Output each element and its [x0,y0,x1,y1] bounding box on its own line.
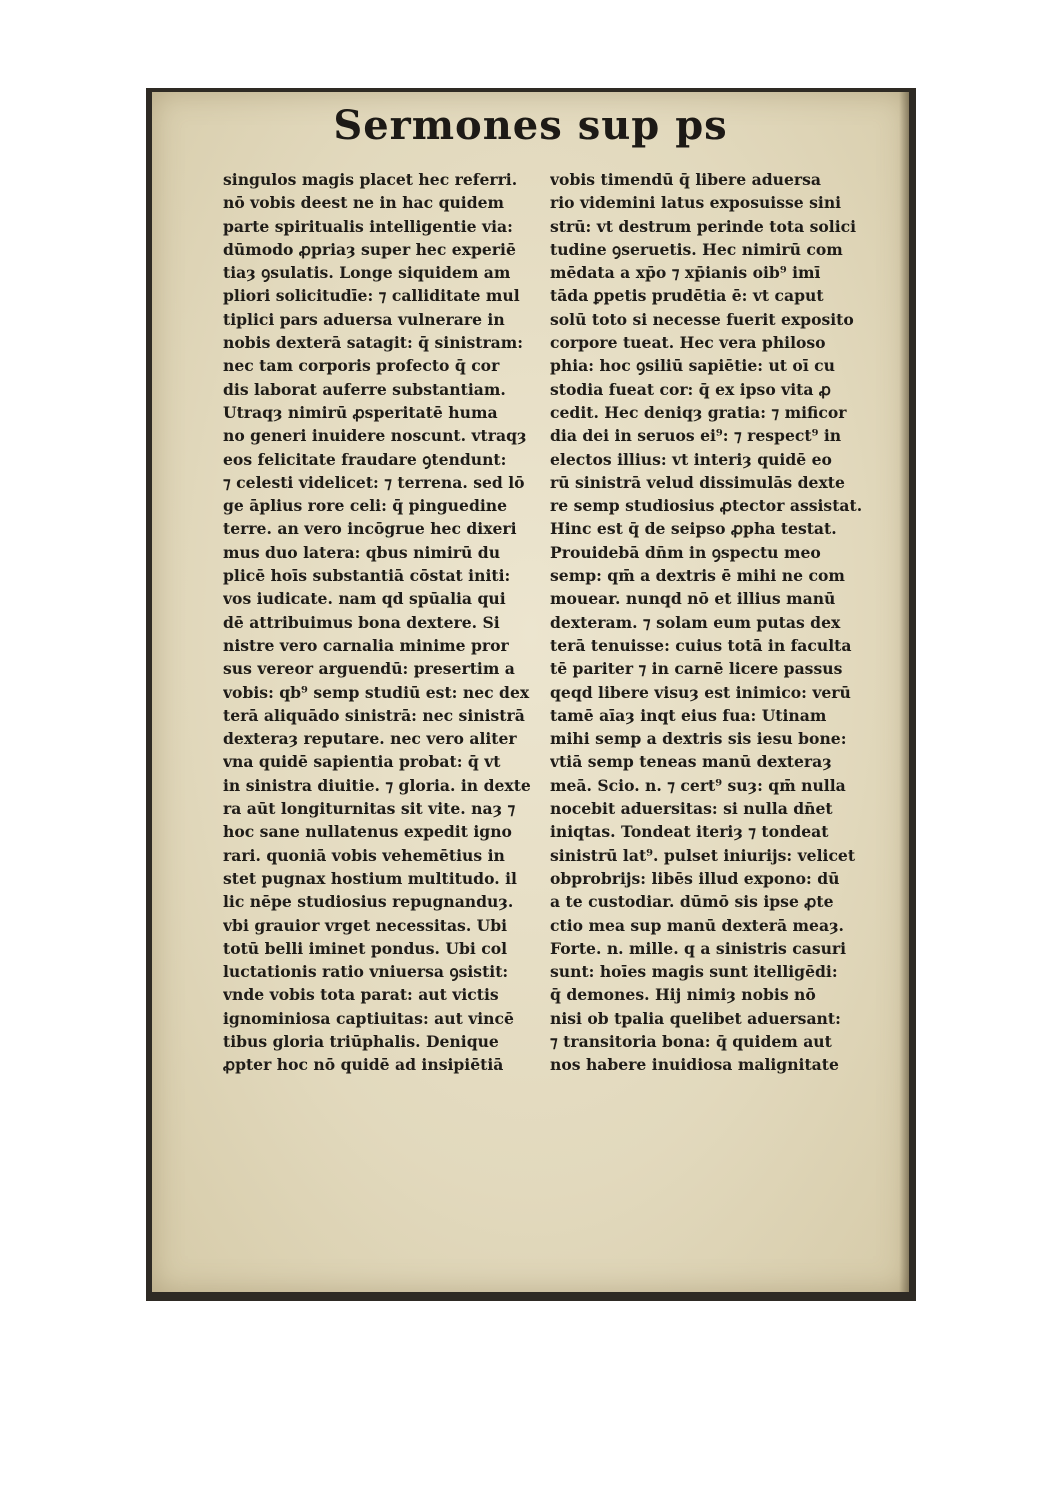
text-line: singulos magis placet hec referri. [223,170,518,189]
text-line: Hinc est q̄ de seipso ꝓpha testat. [550,519,837,539]
left-text-column [223,168,543,1077]
text-line: rio videmini latus exposuisse sini [550,193,842,213]
text-line: ge āplius rore celi: q̄ pinguedine [223,496,508,516]
text-line: dūmodo ꝓpriaȝ super hec experiē [223,239,516,259]
text-line: qeqd libere visuȝ est inimico: verū [550,682,851,702]
text-line: mus duo latera: qbus nimirū du [223,542,501,562]
text-line: Forte. n. mille. q a sinistris casuri [550,938,847,958]
text-line: terā aliquādo sinistrā: nec sinistrā [223,705,525,725]
text-line: vbi grauior vrget necessitas. Ubi [223,915,508,935]
text-line: a te custodiar. dūmō sis ipse ꝓte [550,892,834,912]
text-line: q̄ demones. Hij nimiȝ nobis nō [550,985,816,1005]
text-line: sinistrū lat⁹. pulset iniurijs: velicet [550,845,856,865]
text-line: mihi semp a dextris sis iesu bone: [550,729,847,749]
text-line: dē attribuimus bona dextere. Si [223,612,500,632]
text-line: vos iudicate. nam qd spūalia qui [223,589,506,609]
text-line: nobis dexterā satagit: q̄ sinistram: [223,333,524,353]
text-line: dia dei in seruos ei⁹: ⁊ respect⁹ in [550,426,842,446]
text-line: vtiā semp teneas manū dexteraȝ [550,752,832,772]
text-line: tāda ꝑpetis prudētia ē: vt caput [550,286,824,306]
text-line: tiplici pars aduersa vulnerare in [223,309,505,329]
text-line: vobis: qb⁹ semp studiū est: nec dex [223,682,530,702]
text-line: re semp studiosius ꝓtector assistat. [550,496,863,516]
text-line: ra aūt longiturnitas sit vite. naȝ ⁊ [223,799,516,819]
text-line: tiaȝ ꝯsulatis. Longe siquidem am [223,263,511,283]
text-line: nistre vero carnalia minime pror [223,635,509,655]
text-line: Utraqȝ nimirū ꝓsperitatē huma [223,402,498,422]
text-line: no generi inuidere noscunt. vtraqȝ [223,426,527,446]
text-line: mēdata a xp̄o ⁊ xp̄ianis oib⁹ imī [550,263,821,283]
text-line: ctio mea sup manū dexterā meaȝ. [550,915,844,935]
text-line: dexteram. ⁊ solam eum putas dex [550,612,841,632]
text-line: tibus gloria triūphalis. Denique [223,1031,499,1051]
text-line: sus vereor arguendū: presertim a [223,659,515,679]
text-line: meā. Scio. n. ⁊ cert⁹ suȝ: qm̄ nulla [550,775,846,795]
text-line: nec tam corporis profecto q̄ cor [223,356,500,376]
text-line: solū toto si necesse fuerit exposito [550,309,854,329]
text-line: plicē hoīs substantiā cōstat initi: [223,566,511,586]
page-gutter-shadow [899,92,909,1292]
text-line: sunt: hoīes magis sunt itelligēdi: [550,962,838,982]
text-line: mouear. nunqd nō et illius manū [550,589,836,609]
text-line: tudine ꝯseruetis. Hec nimirū com [550,239,843,259]
text-line: strū: vt destrum perinde tota solici [550,216,857,236]
text-line: phia: hoc ꝯsiliū sapiētie: ut oī cu [550,356,836,376]
text-line: iniqtas. Tondeat iteriȝ ⁊ tondeat [550,822,829,842]
text-line: parte spiritualis intelligentie via: [223,216,513,236]
text-line: in sinistra diuitie. ⁊ gloria. in dexte [223,775,531,795]
text-line: terre. an vero incōgrue hec dixeri [223,519,517,539]
text-line: vna quidē sapientia probat: q̄ vt [223,752,501,772]
text-line: stet pugnax hostium multitudo. il [223,868,517,888]
text-line: corpore tueat. Hec vera philoso [550,333,826,353]
text-line: ⁊ transitoria bona: q̄ quidem aut [550,1031,832,1051]
text-line: luctationis ratio vniuersa ꝯsistit: [223,962,509,982]
text-line: semp: qm̄ a dextris ē mihi ne com [550,566,845,586]
text-line: nisi ob tpalia quelibet aduersant: [550,1008,841,1028]
text-line: electos illius: vt interiȝ quidē eo [550,449,832,469]
running-header: Sermones sup ps [333,102,728,149]
text-line: vobis timendū q̄ libere aduersa [550,170,821,189]
text-line: nocebit aduersitas: si nulla dn̄et [550,799,833,819]
text-line: vnde vobis tota parat: aut victis [223,985,499,1005]
text-line: nos habere inuidiosa malignitate [550,1055,839,1075]
text-line: nō vobis deest ne in hac quidem [223,193,505,213]
text-line: tamē aīaȝ inqt eius fua: Utinam [550,705,827,725]
text-line: ⁊ celesti videlicet: ⁊ terrena. sed lō [223,472,525,492]
page-leaf [152,92,909,1292]
text-line: dis laborat auferre substantiam. [223,379,506,399]
text-line: rū sinistrā velud dissimulās dexte [550,472,845,492]
text-line: tē pariter ⁊ in carnē licere passus [550,659,843,679]
text-line: Prouidebā dn̄m in ꝯspectu meo [550,542,821,562]
text-line: ꝓpter hoc nō quidē ad insipiētiā [223,1055,504,1075]
text-line: stodia fueat cor: q̄ ex ipso vita ꝓ [550,379,831,399]
text-line: cedit. Hec deniqȝ gratia: ⁊ mificor [550,402,847,422]
text-line: pliori solicitudīe: ⁊ calliditate mul [223,286,520,306]
text-line: obprobrijs: libēs illud expono: dū [550,868,840,888]
text-line: ignominiosa captiuitas: aut vincē [223,1008,514,1028]
scanned-book-page [146,88,916,1301]
text-line: rari. quoniā vobis vehemētius in [223,845,505,865]
text-line: dexteraȝ reputare. nec vero aliter [223,729,517,749]
text-line: totū belli iminet pondus. Ubi col [223,938,508,958]
right-text-column [550,168,870,1077]
text-line: terā tenuisse: cuius totā in faculta [550,635,852,655]
text-line: eos felicitate fraudare ꝯtendunt: [223,449,507,469]
text-line: hoc sane nullatenus expedit igno [223,822,512,842]
text-line: lic nēpe studiosius repugnanduȝ. [223,892,514,912]
